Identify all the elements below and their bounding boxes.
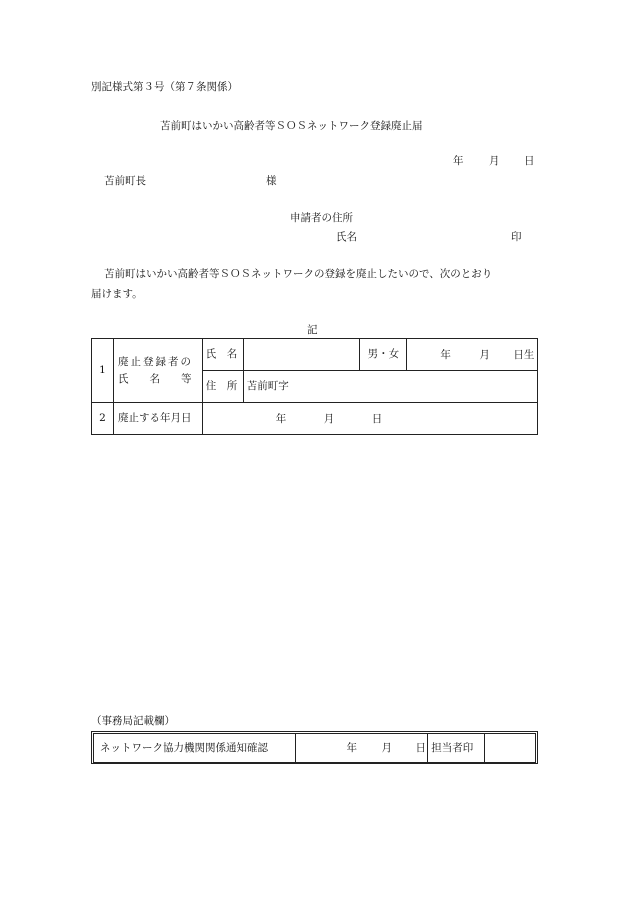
confirm-date-field[interactable]	[295, 734, 428, 763]
applicant-name-label: 氏名	[336, 231, 357, 243]
abolish-day-label: 日	[371, 413, 383, 425]
applicant-seal: 印	[511, 231, 522, 243]
abolish-month-label: 月	[323, 413, 335, 425]
record-label: 記	[307, 324, 318, 336]
row1-label-cell	[113, 339, 202, 403]
network-confirm-label: ネットワーク協力機関関係通知確認	[94, 734, 296, 763]
confirm-day-label: 日	[415, 742, 427, 754]
birth-day-label: 日生	[513, 349, 535, 361]
row2-number: 2	[92, 403, 114, 435]
confirm-year-label: 年	[346, 742, 358, 754]
date-day-label: 日	[524, 155, 535, 167]
abolish-date-field[interactable]	[202, 403, 537, 435]
row1-label-line2: 氏 名 等	[117, 372, 192, 385]
table-row	[94, 734, 536, 763]
abolish-year-label: 年	[275, 413, 287, 425]
confirm-month-label: 月	[381, 742, 393, 754]
row1-label-line1: 廃止登録者の	[117, 355, 193, 368]
birth-year-label: 年	[440, 349, 451, 361]
stamp-label: 担当者印	[428, 734, 485, 763]
body-line-1: 苫前町はいかい高齢者等ＳＯＳネットワークの登録を廃止したいので、次のとおり	[104, 268, 493, 280]
body-line-2: 届けます。	[91, 288, 143, 300]
sex-field[interactable]: 男・女	[360, 339, 407, 371]
document-title: 苫前町はいかい高齢者等ＳＯＳネットワーク登録廃止届	[160, 120, 423, 132]
form-number: 別記様式第３号（第７条関係）	[91, 81, 238, 93]
birth-month-label: 月	[479, 349, 490, 361]
registration-table	[91, 338, 538, 435]
applicant-address-label: 申請者の住所	[290, 212, 353, 224]
address-value-field[interactable]: 苫前町字	[243, 371, 537, 403]
date-month-label: 月	[489, 155, 500, 167]
addressee-honorific: 様	[266, 175, 277, 187]
row1-number: 1	[92, 339, 114, 403]
row2-label: 廃止する年月日	[113, 403, 202, 435]
addressee-name: 苫前町長	[104, 175, 146, 187]
stamp-field[interactable]	[485, 734, 536, 763]
table-row	[92, 403, 538, 435]
office-heading: （事務局記載欄）	[91, 715, 175, 727]
table-row	[92, 339, 538, 371]
address-label-cell: 住 所	[202, 371, 243, 403]
date-year-label: 年	[453, 155, 464, 167]
name-value-field[interactable]	[243, 339, 360, 371]
name-label-cell: 氏 名	[202, 339, 243, 371]
office-table	[93, 733, 536, 763]
birth-date-field[interactable]	[407, 339, 538, 371]
